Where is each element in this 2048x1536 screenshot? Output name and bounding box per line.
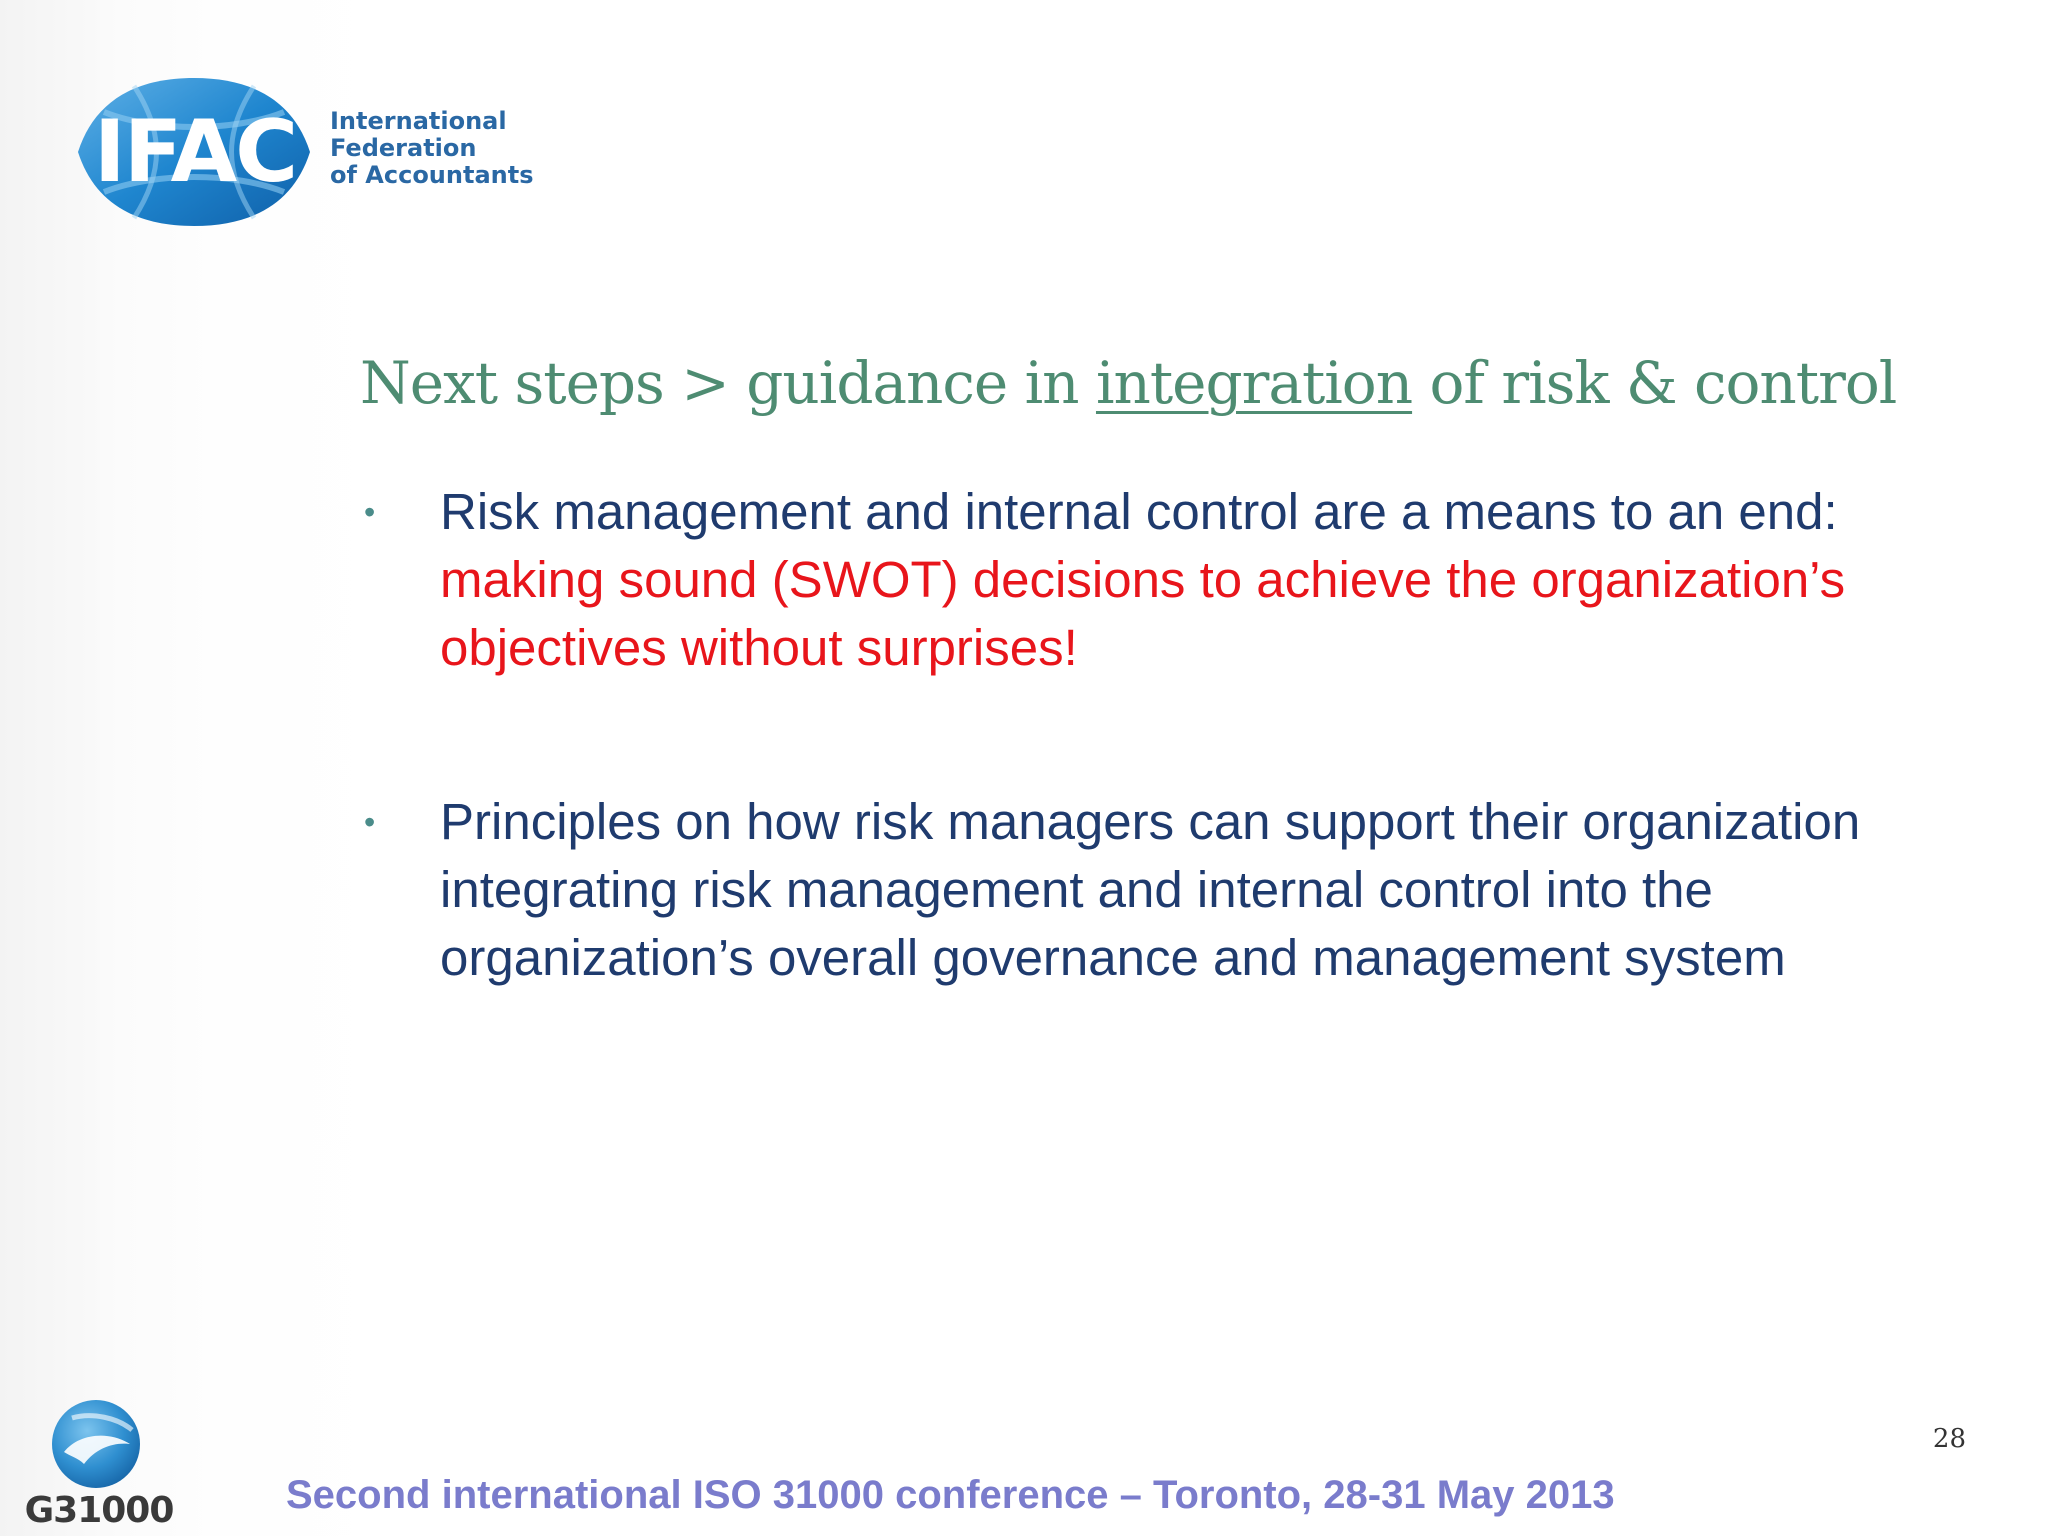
bullet-marker: • [364, 494, 376, 530]
ifac-logo [64, 72, 534, 232]
bullet-marker: • [364, 804, 376, 840]
bullet-item-1 [360, 478, 1920, 682]
slide-title [360, 338, 1896, 428]
title-suffix: of risk & control [1412, 349, 1897, 417]
ifac-mark: IFAC [93, 102, 297, 202]
bullet-text: Principles on how risk managers can support their organization integrating risk management and internal control into the organization’s overall governance and management system [440, 793, 1861, 986]
ifac-emblem-icon [64, 72, 324, 232]
bullet-list [360, 478, 1920, 992]
g31000-label: G31000 [24, 1490, 174, 1531]
ifac-organization-name [330, 108, 533, 189]
bullet-highlight-text: making sound (SWOT) decisions to achieve the organization’s objectives without surprises! [440, 551, 1846, 676]
footer-conference-text: Second international ISO 31000 conference – Toronto, 28-31 May 2013 [286, 1473, 1615, 1517]
bullet-text: Risk management and internal control are a means to an end: [440, 483, 1838, 540]
ifac-name-line-3: of Accountants [330, 161, 534, 189]
ifac-name-line-2: Federation [330, 134, 477, 162]
g31000-logo [22, 1394, 172, 1530]
title-underlined-word: integration [1095, 349, 1413, 417]
title-prefix: Next steps > guidance in [360, 349, 1096, 417]
globe-icon [22, 1394, 172, 1494]
ifac-name-line-1: International [330, 107, 507, 135]
page-number: 28 [1932, 1424, 1966, 1454]
bullet-item-2 [360, 788, 1920, 992]
